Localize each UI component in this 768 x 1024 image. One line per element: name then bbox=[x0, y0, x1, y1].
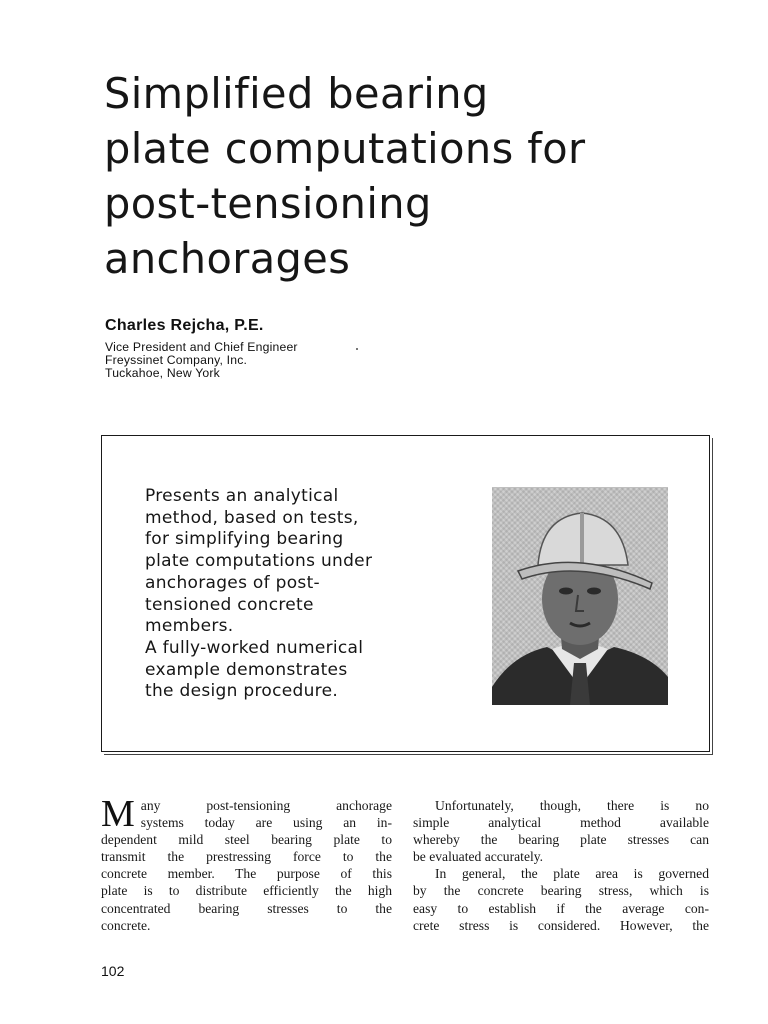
abstract-line: example demonstrates bbox=[145, 659, 348, 680]
title-line: plate computations for bbox=[104, 124, 586, 173]
abstract-line: anchorages of post- bbox=[145, 572, 320, 593]
author-affiliation bbox=[105, 341, 298, 380]
body-column-left bbox=[101, 793, 392, 934]
body-line: Unfortunately, though, there is no bbox=[435, 798, 709, 813]
abstract-text bbox=[145, 486, 445, 703]
affiliation-line: Tuckahoe, New York bbox=[105, 366, 220, 380]
page-number: 102 bbox=[101, 963, 125, 979]
abstract-line: method, based on tests, bbox=[145, 507, 359, 528]
drop-cap: M bbox=[101, 793, 135, 835]
affiliation-line: Freyssinet Company, Inc. bbox=[105, 353, 248, 367]
author-name: Charles Rejcha, P.E. bbox=[105, 317, 264, 334]
abstract-line: members. bbox=[145, 616, 234, 637]
body-line: concentrated bearing stresses to the bbox=[101, 900, 392, 916]
body-line: any post-tensioning anchorage bbox=[140, 798, 392, 813]
body-line: concrete. bbox=[101, 917, 151, 933]
abstract-line: for simplifying bearing bbox=[145, 529, 344, 550]
article-title bbox=[104, 66, 744, 286]
abstract-line: Presents an analytical bbox=[145, 486, 339, 506]
title-line: post-tensioning bbox=[104, 179, 432, 228]
body-line: easy to establish if the average con- bbox=[413, 900, 709, 916]
affiliation-line: Vice President and Chief Engineer bbox=[105, 340, 298, 354]
body-line: whereby the bearing plate stresses can bbox=[413, 832, 709, 848]
print-speck bbox=[356, 348, 358, 350]
body-line: crete stress is considered. However, the bbox=[413, 917, 709, 933]
body-column-right bbox=[413, 797, 709, 934]
body-line: plate is to distribute efficiently the high bbox=[101, 883, 392, 899]
body-line: be evaluated accurately. bbox=[413, 849, 544, 865]
abstract-line: plate computations under bbox=[145, 551, 373, 572]
body-line: In general, the plate area is governed bbox=[435, 866, 709, 882]
title-line: Simplified bearing bbox=[104, 69, 489, 118]
body-line: transmit the prestressing force to the bbox=[101, 849, 392, 865]
body-line: by the concrete bearing stress, which is bbox=[413, 883, 709, 899]
body-line: systems today are using an in- bbox=[140, 815, 392, 831]
abstract-line: A fully-worked numerical bbox=[145, 637, 364, 658]
body-line: dependent mild steel bearing plate to bbox=[101, 832, 392, 848]
body-line: concrete member. The purpose of this bbox=[101, 866, 392, 882]
title-line: anchorages bbox=[104, 234, 351, 283]
body-line: simple analytical method available bbox=[413, 815, 709, 831]
abstract-line: tensioned concrete bbox=[145, 594, 314, 615]
abstract-line: the design procedure. bbox=[145, 681, 339, 702]
author-portrait bbox=[492, 487, 668, 705]
